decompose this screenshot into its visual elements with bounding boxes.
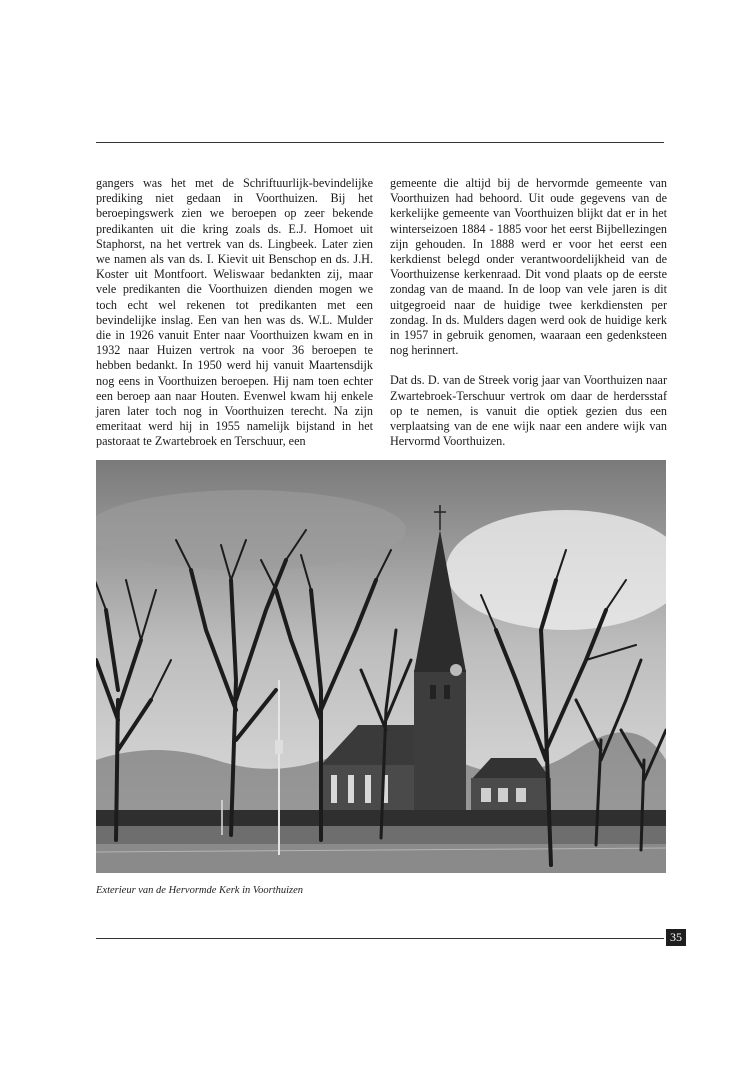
header-rule bbox=[96, 142, 664, 143]
right-column bbox=[390, 176, 667, 464]
page-number: 35 bbox=[666, 929, 686, 946]
left-column bbox=[96, 176, 373, 465]
footer-rule bbox=[96, 938, 664, 939]
right-paragraph-1: gemeente die altijd bij de hervormde gemeente van Voorthuizen had behoord. Uit oude gegevens van de kerkelijke gemeente van Voorthuizen blijkt dat er in het winterseizoen 1884 - 1885 voor het eerst Bijbellezingen zijn gehouden. In 1888 werd er voor het eerst een kerkdienst belegd onder verantwoordelijkheid van de Voorthuizense kerkenraad. Dit vond plaats op de eerste zondag van de maand. In de loop van vele jaren is dit uitgegroeid naar de huidige twee kerkdiensten per zondag. In ds. Mulders dagen werd ook de huidige kerk in 1957 in gebruik genomen, waaraan een gedenksteen nog herinnert. bbox=[390, 176, 667, 358]
church-photo bbox=[96, 460, 666, 873]
figure-caption: Exterieur van de Hervormde Kerk in Voorthuizen bbox=[96, 885, 304, 896]
right-paragraph-2: Dat ds. D. van de Streek vorig jaar van Voorthuizen naar Zwartebroek-Terschuur vertrok om daar de herdersstaf op te nemen, is vanuit die optiek gezien dus een verplaatsing van de ene wijk naar een andere wijk van Hervormd Voorthuizen. bbox=[390, 373, 667, 449]
left-paragraph-1: gangers was het met de Schriftuurlijk-bevindelijke prediking niet gedaan in Voorthuizen. Bij het beroepingswerk zien we beroepen op zeer bekende predikanten uit die kring zoals ds. E.J. Homoet uit Staphorst, na het vertrek van ds. Lingbeek. Later zien we namen als van ds. I. Kievit uit Benschop en ds. J.H. Koster uit Montfoort. Weliswaar bedankten zij, maar vele predikanten die Voorthuizen dienden mogen we toch echt wel rekenen tot predikanten met een bevindelijke inslag. Een van hen was ds. W.L. Mulder die in 1926 vanuit Enter naar Voorthuizen kwam en in 1932 naar Huizen vertrok na voor 36 beroepen te hebben bedankt. In 1950 werd hij vanuit Maartensdijk nog eens in Voorthuizen beroepen. Hij nam toen echter een beroep aan naar Houten. Evenwel kwam hij enkele jaren later toch nog in Voorthuizen terecht. Na zijn emeritaat werd hij in 1955 namelijk bijstand in het pastoraat te Zwartebroek en Terschuur, een bbox=[96, 176, 373, 449]
